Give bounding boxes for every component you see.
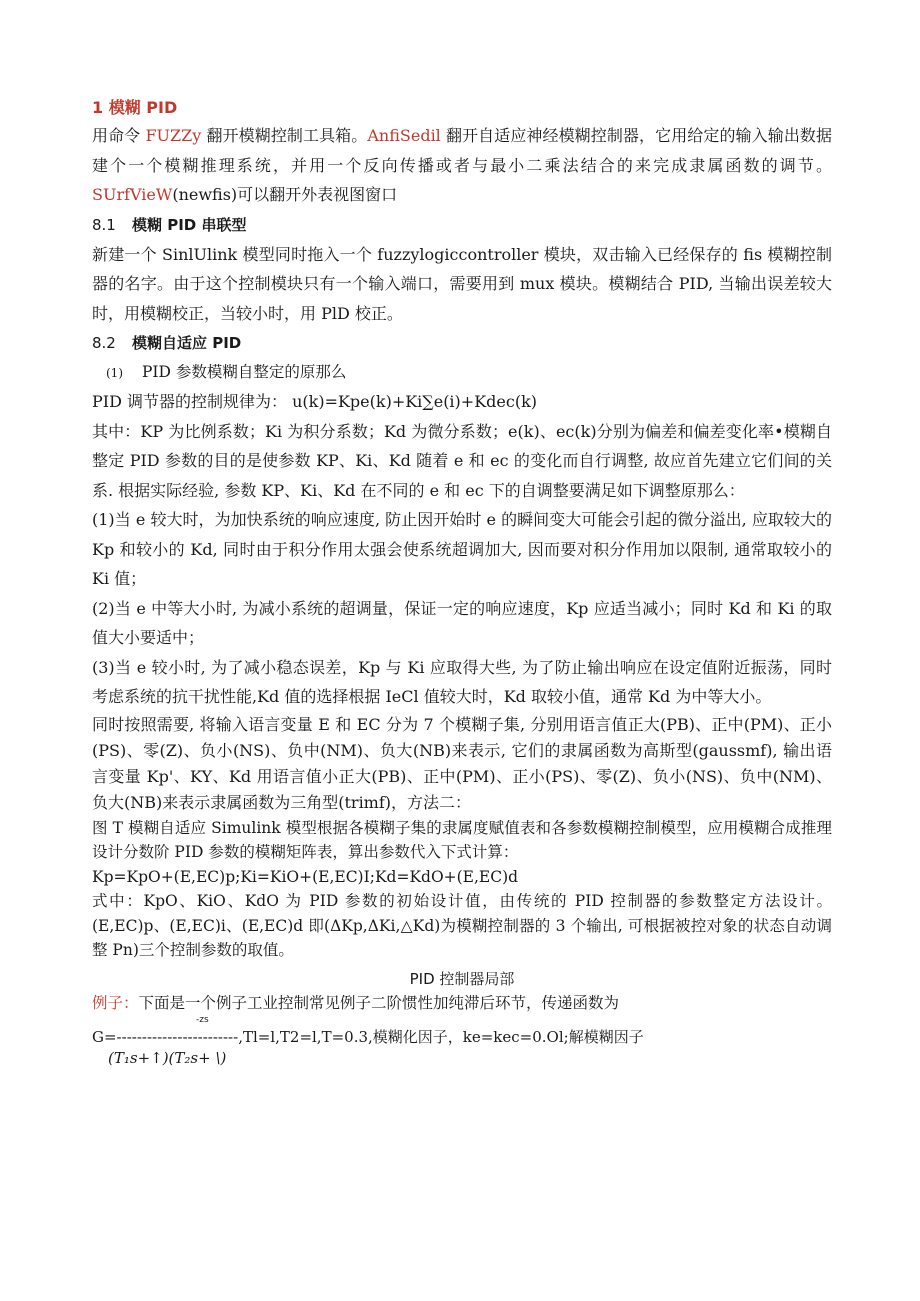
example-text: 下面是一个例子工业控制常见例子二阶惯性加纯滞后环节，传递函数为 bbox=[138, 993, 620, 1012]
subsection-label: (1) bbox=[106, 366, 123, 380]
section-heading-fuzzy-pid: 1 模糊 PID bbox=[92, 98, 178, 117]
section-title: 模糊自适应 PID bbox=[132, 334, 242, 352]
section-heading-8-1 bbox=[92, 210, 832, 240]
intro-text-3: 翻开自适应神经模糊控制器，它用给定的输入输出数据建个一个模糊推理系统，并用一个反向传播或者与最小二乘法结合的来完成隶属函数的调节。 bbox=[92, 126, 832, 175]
section-number: 8.2 bbox=[92, 334, 116, 352]
rule-2: (2)当 e 中等大小时, 为减小系统的超调量，保证一定的响应速度，Kp 应适当减小；同时 Kd 和 Ki 的取值大小要适中； bbox=[92, 598, 832, 647]
paragraph-figure: 图 T 模糊自适应 Simulink 模型根据各模糊子集的隶属度赋值表和各参数模糊控制模型，应用模糊合成推理设计分数阶 PID 参数的模糊矩阵表，算出参数代入下式计算： bbox=[92, 818, 832, 861]
intro-text-1: 用命令 bbox=[92, 126, 146, 145]
transfer-function-line: G=------------------------,Tl=l,T2=l,T=0.3,模糊化因子，ke=kec=0.Ol;解模糊因子 bbox=[92, 1028, 644, 1046]
rule-1: (1)当 e 较大时，为加快系统的响应速度, 防止因开始时 e 的瞬间变大可能会引起的微分溢出, 应取较大的 Kp 和较小的 Kd, 同时由于积分作用太强会使系统超调加大, 因而要对积分作用加以限制, 通常取较小的 Ki 值； bbox=[92, 510, 832, 588]
transfer-function-denominator: (T₁s+↑)(T₂s+ \) bbox=[108, 1049, 227, 1067]
fuzzy-command: FUZZy bbox=[145, 126, 202, 145]
example-paragraph bbox=[92, 991, 832, 1016]
intro-paragraph bbox=[92, 121, 832, 210]
section-number: 8.1 bbox=[92, 215, 116, 234]
rule-3: (3)当 e 较小时, 为了减小稳态误差，Kp 与 Ki 应取得大些, 为了防止输出响应在设定值附近振荡，同时考虑系统的抗干扰性能,Kd 值的选择根据 IeCl 值较大时，Kd 取较小值，通常 Kd 为中等大小。 bbox=[92, 657, 832, 706]
numerator-exponent: -zs bbox=[196, 1015, 209, 1025]
anfis-command: AnfiSedil bbox=[367, 126, 441, 145]
document-page bbox=[92, 95, 832, 1085]
subsection-title: PID 参数模糊自整定的原那么 bbox=[142, 363, 347, 381]
subsection-1 bbox=[92, 358, 832, 387]
section-heading-8-2 bbox=[92, 328, 832, 358]
surfview-command: SUrfVieW bbox=[92, 185, 173, 204]
paragraph-8-1: 新建一个 SinlUlink 模型同时拖入一个 fuzzylogiccontroller 模块，双击输入已经保存的 fis 模糊控制器的名字。由于这个控制模块只有一个输入端口，需要用到 mux 模块。模糊结合 PID, 当输出误差较大时，用模糊校正，当较小时，用 PlD 校正。 bbox=[92, 244, 832, 323]
control-law: PID 调节器的控制规律为： u(k)=Kpe(k)+Ki∑e(i)+Kdec(k) bbox=[92, 392, 538, 411]
transfer-function bbox=[92, 1015, 832, 1085]
paragraph-where: 其中：KP 为比例系数；Ki 为积分系数；Kd 为微分系数；e(k)、ec(k)分别为偏差和偏差变化率•模糊自整定 PID 参数的目的是使参数 KP、Ki、Kd 随着 e 和 ec 的变化而自行调整, 故应首先建立它们间的关系. 根据实际经验, 参数 KP、Ki、Kd 在不同的 e 和 ec 下的自调整要满足如下调整原那么： bbox=[92, 421, 832, 500]
intro-text-2: 翻开模糊控制工具箱。 bbox=[201, 126, 368, 145]
example-label: 例子： bbox=[92, 993, 139, 1012]
pid-controller-heading: PID 控制器局部 bbox=[409, 969, 515, 988]
paragraph-formula-explain: 式中：KpO、KiO、KdO 为 PID 参数的初始设计值，由传统的 PID 控制器的参数整定方法设计。(E,EC)p、(E,EC)i、(E,EC)d 即(ΔKp,ΔKi,△Kd)为模糊控制器的 3 个输出, 可根据被控对象的状态自动调整 Pn)三个控制参数的取值。 bbox=[92, 892, 832, 959]
intro-text-4: (newfis)可以翻开外表视图窗口 bbox=[172, 185, 398, 204]
formula-line: Kp=KpO+(E,EC)p;Ki=KiO+(E,EC)I;Kd=KdO+(E,EC)d bbox=[92, 867, 519, 886]
section-title: 模糊 PID 串联型 bbox=[132, 215, 247, 234]
paragraph-fuzzy-sets: 同时按照需要, 将输入语言变量 E 和 EC 分为 7 个模糊子集, 分别用语言值正大(PB)、正中(PM)、正小(PS)、零(Z)、负小(NS)、负中(NM)、负大(NB)来表示, 它们的隶属函数为高斯型(gaussmf), 输出语言变量 Kp'、KY、Kd 用语言值小正大(PB)、正中(PM)、正小(PS)、零(Z)、负小(NS)、负中(NM)、负大(NB)来表示隶属函数为三角型(trimf)，方法二： bbox=[92, 714, 832, 812]
